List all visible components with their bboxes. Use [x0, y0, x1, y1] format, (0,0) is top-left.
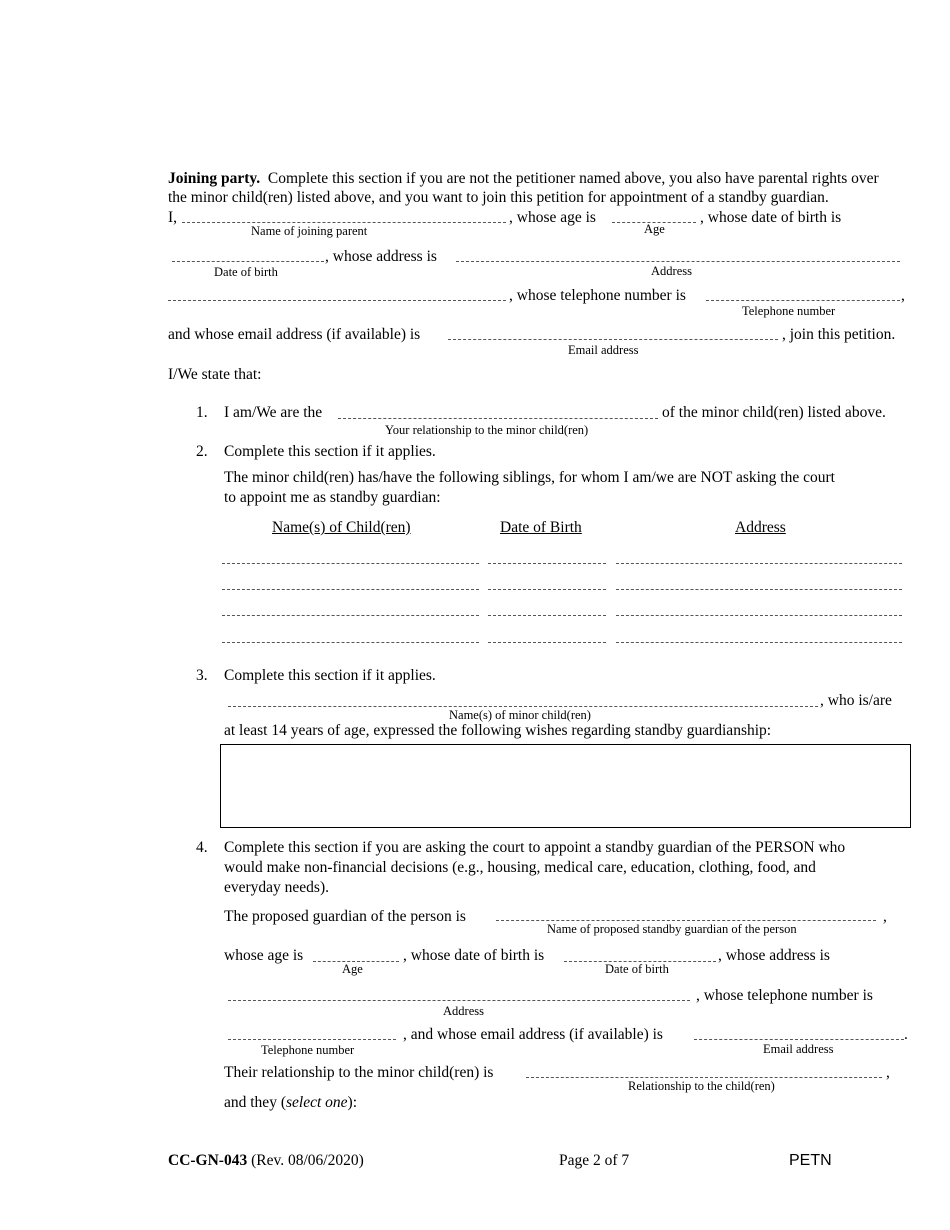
- col-header-names: Name(s) of Child(ren): [272, 519, 411, 536]
- join-petition-text: , join this petition.: [782, 326, 896, 343]
- item3-title: Complete this section if it applies.: [224, 667, 436, 684]
- sibling-address-field-4[interactable]: [616, 642, 902, 643]
- joining-name-field[interactable]: [182, 222, 506, 223]
- wishes-textbox[interactable]: [220, 744, 911, 828]
- who-is-are-text: , who is/are: [820, 692, 892, 709]
- joining-address-field-2[interactable]: [168, 300, 506, 301]
- guardian-phone-field[interactable]: [228, 1039, 396, 1040]
- sibling-name-field-4[interactable]: [222, 642, 479, 643]
- sibling-name-field-1[interactable]: [222, 563, 479, 564]
- select-suffix: ):: [347, 1094, 357, 1111]
- joining-phone-field[interactable]: [706, 300, 900, 301]
- form-id: CC-GN-043: [168, 1152, 248, 1169]
- guardian-email-prefix-text: , and whose email address (if available) is: [403, 1026, 663, 1043]
- joining-address-field[interactable]: [456, 261, 900, 262]
- item4-line3: everyday needs).: [224, 879, 330, 896]
- page-number: Page 2 of 7: [559, 1152, 630, 1169]
- footer-form-info: [168, 1152, 364, 1170]
- whose-age-text: , whose age is: [509, 209, 596, 226]
- proposed-guardian-name-field[interactable]: [496, 920, 876, 921]
- guardian-age-label: Age: [342, 962, 363, 976]
- sibling-dob-field-1[interactable]: [488, 563, 606, 564]
- email-label: Email address: [568, 343, 639, 357]
- item1-suffix: of the minor child(ren) listed above.: [662, 404, 886, 421]
- address-label: Address: [651, 264, 692, 278]
- item2-text-line2: to appoint me as standby guardian:: [224, 489, 441, 506]
- guardian-email-label: Email address: [763, 1042, 834, 1056]
- joining-email-field[interactable]: [448, 339, 778, 340]
- guardian-address-label: Address: [443, 1004, 484, 1018]
- name-of-joining-parent-label: Name of joining parent: [251, 224, 368, 238]
- joining-intro-line1: [168, 170, 879, 188]
- sibling-address-field-1[interactable]: [616, 563, 902, 564]
- sibling-name-field-2[interactable]: [222, 589, 479, 590]
- guardian-whose-phone-text: , whose telephone number is: [696, 987, 873, 1004]
- sibling-address-field-3[interactable]: [616, 615, 902, 616]
- relationship-field[interactable]: [338, 418, 658, 419]
- sibling-name-field-3[interactable]: [222, 615, 479, 616]
- sibling-dob-field-2[interactable]: [488, 589, 606, 590]
- item2-number: 2.: [196, 443, 208, 460]
- guardian-email-period: .: [904, 1026, 908, 1043]
- whose-phone-text: , whose telephone number is: [509, 287, 686, 304]
- telephone-label: Telephone number: [742, 304, 836, 318]
- joining-heading: Joining party.: [168, 170, 261, 187]
- select-italic: select one: [285, 1094, 348, 1111]
- col-header-address: Address: [735, 519, 786, 536]
- item2-title: Complete this section if it applies.: [224, 443, 436, 460]
- joining-dob-field[interactable]: [172, 261, 324, 262]
- guardian-relationship-comma: ,: [886, 1064, 890, 1081]
- i-prefix: I,: [168, 209, 178, 226]
- sibling-dob-field-3[interactable]: [488, 615, 606, 616]
- guardian-whose-age-text: whose age is: [224, 947, 304, 964]
- guardian-email-field[interactable]: [694, 1039, 904, 1040]
- guardian-whose-address-text: , whose address is: [718, 947, 830, 964]
- item4-line2: would make non-financial decisions (e.g., housing, medical care, education, clothing, food, and: [224, 859, 816, 876]
- item1-number: 1.: [196, 404, 208, 421]
- sibling-dob-field-4[interactable]: [488, 642, 606, 643]
- guardian-relationship-text: Their relationship to the minor child(ren) is: [224, 1064, 494, 1081]
- guardian-dob-label: Date of birth: [605, 962, 669, 976]
- guardian-relationship-field[interactable]: [526, 1077, 882, 1078]
- sibling-address-field-2[interactable]: [616, 589, 902, 590]
- wishes-text: at least 14 years of age, expressed the following wishes regarding standby guardianship:: [224, 722, 772, 739]
- age-label: Age: [644, 222, 665, 236]
- names-of-minor-children-label: Name(s) of minor child(ren): [449, 708, 591, 722]
- form-revision: (Rev. 08/06/2020): [251, 1152, 364, 1169]
- item4-number: 4.: [196, 839, 208, 856]
- joining-intro-line2: the minor child(ren) listed above, and you want to join this petition for appointment of a standby guardian.: [168, 189, 829, 206]
- proposed-guardian-text: The proposed guardian of the person is: [224, 908, 466, 925]
- item3-number: 3.: [196, 667, 208, 684]
- proposed-guardian-label: Name of proposed standby guardian of the person: [547, 922, 797, 936]
- dob-label: Date of birth: [214, 265, 278, 279]
- guardian-address-field[interactable]: [228, 1000, 690, 1001]
- select-prefix: and they (: [224, 1094, 286, 1111]
- item2-text-line1: The minor child(ren) has/have the following siblings, for whom I am/we are NOT asking the court: [224, 469, 835, 486]
- select-one-text: [224, 1094, 357, 1112]
- proposed-comma: ,: [883, 908, 887, 925]
- item1-prefix: I am/We are the: [224, 404, 323, 421]
- joining-intro-text: Complete this section if you are not the petitioner named above, you also have parental rights over: [267, 170, 879, 187]
- col-header-dob: Date of Birth: [500, 519, 582, 536]
- guardian-phone-label: Telephone number: [261, 1043, 355, 1057]
- email-prefix-text: and whose email address (if available) is: [168, 326, 421, 343]
- phone-comma: ,: [901, 287, 905, 304]
- whose-address-text: , whose address is: [325, 248, 437, 265]
- guardian-relationship-label: Relationship to the child(ren): [628, 1079, 775, 1093]
- item4-line1: Complete this section if you are asking the court to appoint a standby guardian of the PERSON who: [224, 839, 846, 856]
- guardian-whose-dob-text: , whose date of birth is: [403, 947, 545, 964]
- we-state-text: I/We state that:: [168, 366, 262, 383]
- minor-children-names-field[interactable]: [228, 706, 818, 707]
- whose-dob-text: , whose date of birth is: [700, 209, 842, 226]
- form-code: PETN: [789, 1152, 832, 1169]
- relationship-label: Your relationship to the minor child(ren): [385, 423, 589, 437]
